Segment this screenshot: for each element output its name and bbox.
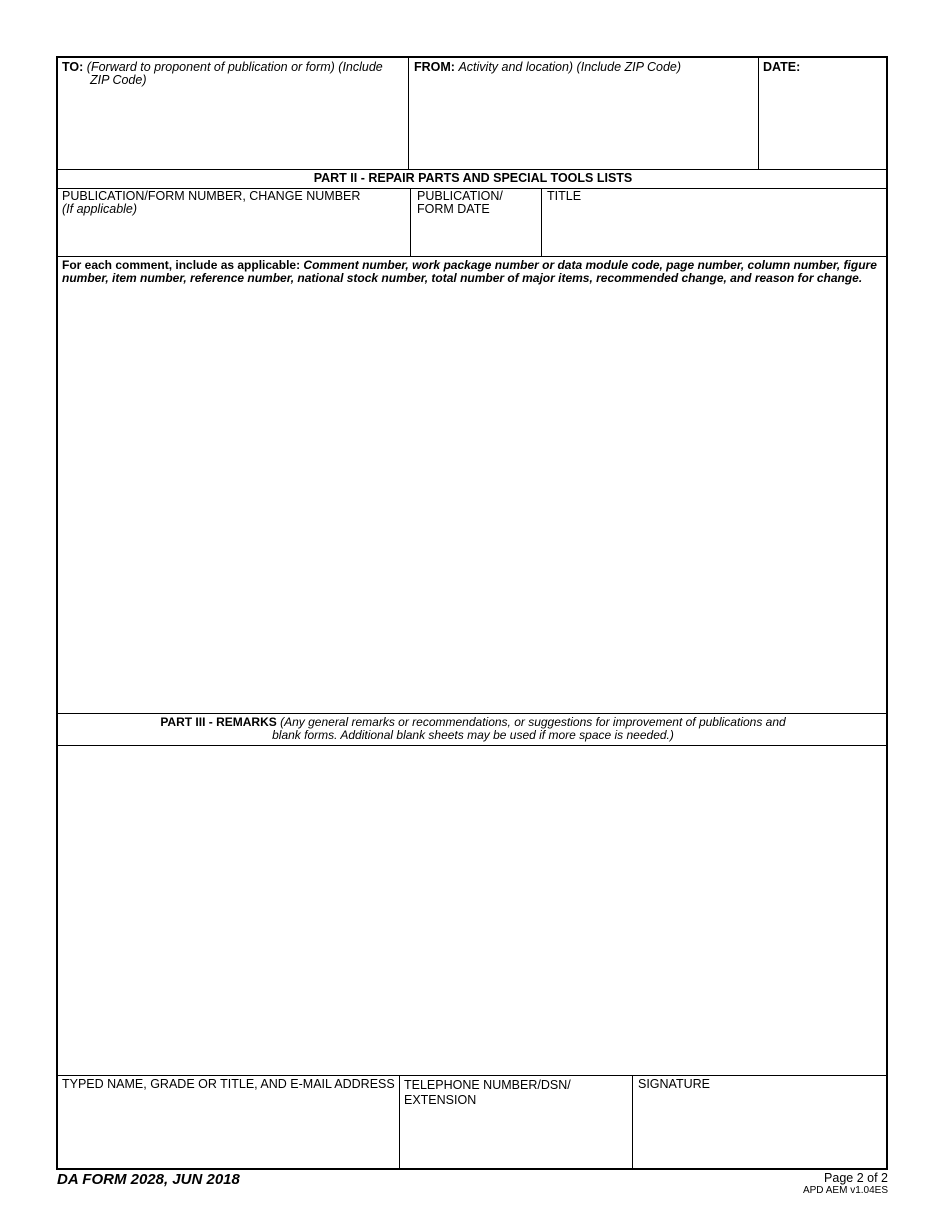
telephone-label-line2: EXTENSION [404, 1093, 477, 1107]
pub-date-label-line2: FORM DATE [417, 202, 490, 216]
signature-field[interactable] [638, 1078, 883, 1168]
pub-number-note: (If applicable) [62, 202, 138, 216]
instruction-line1: Comment number, work package number or data module code, page number, column number, figure [303, 258, 877, 272]
date-label: DATE: [763, 60, 801, 74]
da-form-2028-page-2 [56, 56, 888, 1170]
version-code: APD AEM v1.04ES [802, 1185, 888, 1196]
part3-heading-label: PART III - REMARKS [160, 715, 277, 729]
typed-name-label: TYPED NAME, GRADE OR TITLE, AND E-MAIL ADDRESS [62, 1077, 395, 1091]
page-number: Page 2 of 2 [824, 1171, 888, 1185]
from-field[interactable] [414, 61, 754, 167]
part2-heading: PART II - REPAIR PARTS AND SPECIAL TOOLS LISTS [313, 171, 633, 185]
to-field[interactable] [62, 61, 402, 167]
date-field[interactable] [763, 61, 883, 167]
pub-date-label-line1: PUBLICATION/ [417, 189, 503, 203]
instruction-line2: number, item number, reference number, national stock number, total number of major items, recommended change, and reason for change. [62, 271, 863, 285]
remarks-area[interactable] [62, 748, 884, 1073]
title-label: TITLE [547, 189, 582, 203]
comments-area[interactable] [62, 259, 884, 711]
typed-name-field[interactable] [62, 1078, 397, 1168]
form-identifier: DA FORM 2028, JUN 2018 [57, 1171, 240, 1188]
to-note-line2: ZIP Code) [90, 73, 147, 87]
telephone-field[interactable] [404, 1078, 629, 1168]
title-field[interactable] [547, 190, 882, 254]
page-footer [803, 1171, 888, 1197]
pub-number-label: PUBLICATION/FORM NUMBER, CHANGE NUMBER [62, 189, 361, 203]
part3-note-line2: blank forms. Additional blank sheets may be used if more space is needed.) [272, 728, 674, 742]
from-note: Activity and location) (Include ZIP Code) [458, 60, 682, 74]
pub-date-field[interactable] [417, 190, 537, 254]
to-note-line1: (Forward to proponent of publication or form) (Include [86, 60, 383, 74]
signature-label: SIGNATURE [638, 1077, 710, 1091]
from-label: FROM: [414, 60, 455, 74]
instruction-lead: For each comment, include as applicable: [62, 258, 301, 272]
part3-heading [58, 716, 888, 742]
part3-note-line1: (Any general remarks or recommendations, or suggestions for improvement of publications and [280, 715, 786, 729]
telephone-label-line1: TELEPHONE NUMBER/DSN/ [404, 1078, 571, 1092]
pub-number-field[interactable] [62, 190, 402, 254]
to-label: TO: [62, 60, 84, 74]
